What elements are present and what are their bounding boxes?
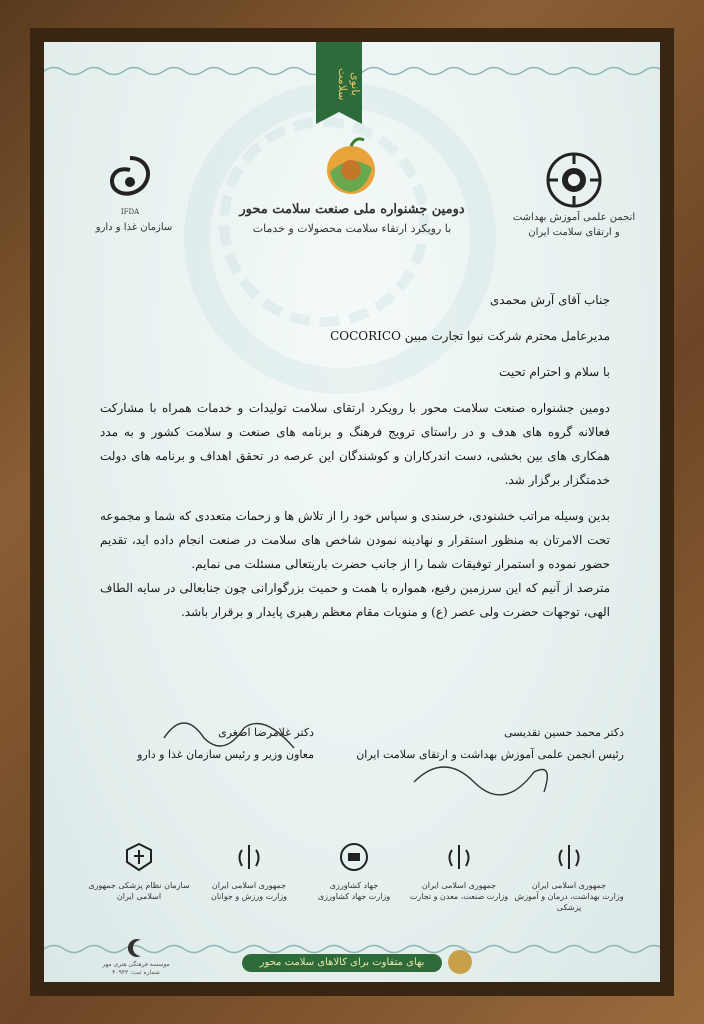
- emblem-health-ministry: [514, 842, 624, 913]
- festival-subtitle: با رویکرد ارتقاء سلامت محصولات و خدمات: [252, 222, 452, 235]
- signer-left-title: معاون وزیر و رئیس سازمان غذا و دارو: [137, 748, 314, 761]
- emblem-industry-ministry: [404, 842, 514, 902]
- emblem-medical-council: [84, 842, 194, 902]
- emblem-label: جمهوری اسلامی ایران وزارت صنعت، معدن و تجارت: [409, 881, 509, 901]
- ministry-emblems-row: [84, 842, 624, 932]
- ribbon-text: بانوی سلامت: [336, 67, 362, 101]
- food-drug-org-name: سازمان غذا و دارو: [95, 222, 173, 233]
- addressee: جناب آقای آرش محمدی: [489, 293, 610, 307]
- certificate-paper: [44, 42, 660, 982]
- emblem-label: سازمان نظام پزشکی جمهوری اسلامی ایران: [88, 881, 190, 901]
- ifda-abbr: IFDA: [120, 208, 140, 216]
- iran-emblem-icon: [234, 842, 264, 872]
- emblem-agriculture-ministry: [299, 842, 409, 902]
- jihad-logo-icon: [339, 842, 369, 872]
- signature-left-scribble: [144, 708, 304, 768]
- bottom-slogan-banner: بهای متفاوت برای کالاهای سلامت محور: [242, 954, 442, 972]
- emblem-label: جمهوری اسلامی ایران وزارت ورزش و جوانان: [210, 881, 288, 901]
- signer-right-name: دکتر محمد حسین تقدیسی: [504, 726, 624, 739]
- health-association-logo-icon: [544, 150, 604, 210]
- paragraph-3: مترصد از آنیم که این سرزمین رفیع، همواره با همت و حمیت بزرگوارانی چون جنابعالی در سایه الطاف الهی، توجهات حضرت ولی عصر (ع) و منویات مقام معظم رهبری پایدار و برقرار باشد.: [100, 581, 610, 619]
- ifda-logo-icon: [100, 150, 160, 210]
- signer-left-name: دکتر غلامرضا اصغری: [218, 726, 314, 739]
- paragraph-1: دومین جشنواره صنعت سلامت محور با رویکرد ارتقای سلامت تولیدات و خدمات همراه با مشارکت فعالانه گروه های هدف و در راستای ترویج فرهنگ و برنامه های صنعت و سلامت کشور و به مدد همکاری های بین بخشی، دست اندرکاران و کوشندگان این عرصه در تحقق اهداف و برنامه های دولت خدمتگزار برگزار شد.: [100, 401, 610, 487]
- emblem-label: جهاد کشاورزی وزارت جهاد کشاورزی: [317, 881, 391, 901]
- gold-seal-icon: [448, 950, 472, 974]
- crescent-logo-icon: [121, 938, 151, 958]
- emblem-label: جمهوری اسلامی ایران وزارت بهداشت، درمان و آموزش پزشکی: [514, 881, 624, 912]
- emblem-sports-ministry: [194, 842, 304, 902]
- signer-right-title: رئیس انجمن علمی آموزش بهداشت و ارتقای سلامت ایران: [356, 748, 624, 761]
- association-name: انجمن علمی آموزش بهداشت و ارتقای سلامت ایران: [512, 212, 636, 238]
- iran-emblem-icon: [554, 842, 584, 872]
- signature-right-scribble: [404, 742, 564, 802]
- green-ribbon: [316, 42, 362, 112]
- position: مدیرعامل محترم شرکت نیوا تجارت مبین COCORICO: [330, 329, 610, 343]
- festival-title: دومین جشنواره ملی صنعت سلامت محور: [239, 202, 465, 217]
- letter-body: [100, 288, 610, 624]
- paragraph-2: بدین وسیله مراتب خشنودی، خرسندی و سپاس خود را از تلاش ها و زحمات متعددی که شما و مجموعه تحت الامرتان به منظور استقرار و نهادینه نمودن شاخص های سلامت در صنعت انجام داده اید، تقدیم حضور نموده و استمرار توفیقات شما را از جانب حضرت باریتعالی مسئلت می نمایم.: [100, 509, 610, 571]
- apple-gear-logo-icon: [316, 132, 386, 202]
- greeting: با سلام و احترام تحیت: [499, 365, 610, 379]
- publisher-logo: موسسه فرهنگی هنری مهر شماره ثبت: ۴۰۹۴۳: [96, 938, 176, 977]
- iran-emblem-icon: [444, 842, 474, 872]
- medical-council-logo-icon: [124, 842, 154, 872]
